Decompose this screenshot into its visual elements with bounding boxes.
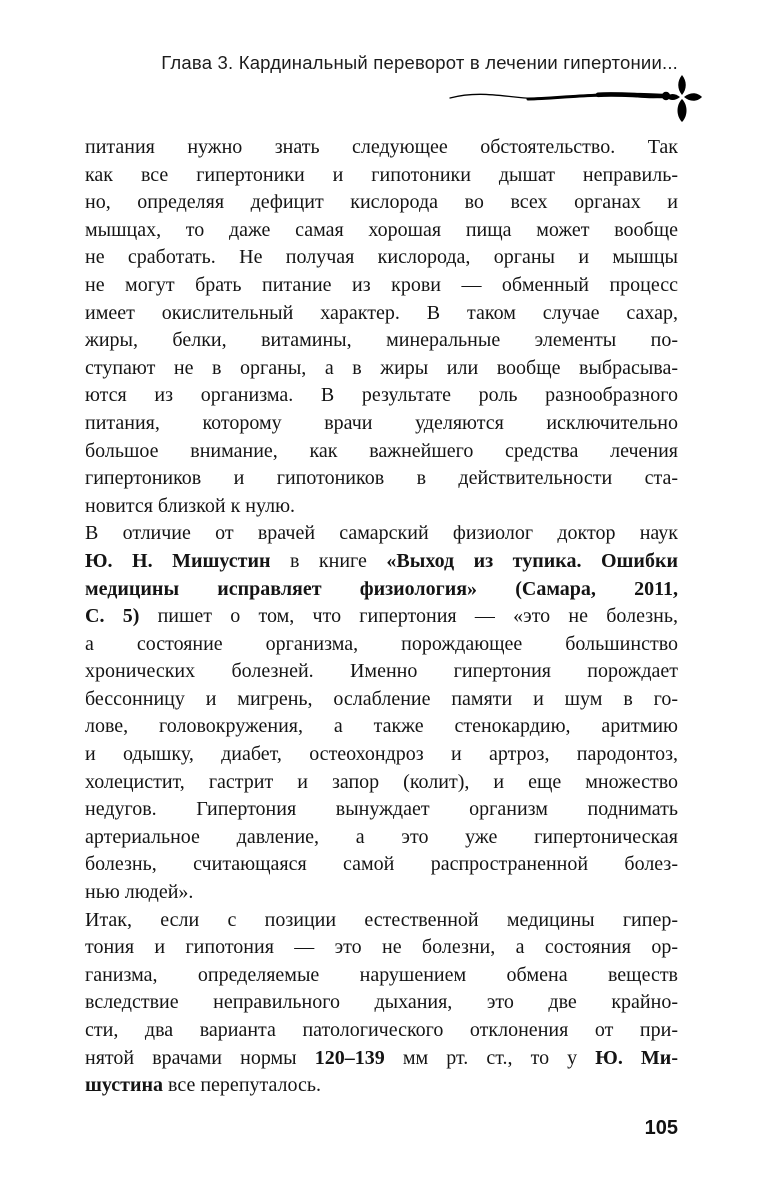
text-segment: ются из организма. В результате роль разнообразного: [85, 384, 678, 407]
text-line: [85, 300, 678, 328]
text-line: [85, 520, 678, 548]
text-segment: мм рт. ст., то у: [384, 1046, 596, 1069]
text-line: [85, 1017, 678, 1045]
text-line: [85, 217, 678, 245]
text-segment: пишет о том, что гипертония — «это не болезнь,: [139, 605, 678, 628]
text-segment: хронических болезней. Именно гипертония порождает: [85, 660, 678, 683]
text-line: [85, 493, 678, 521]
text-line: [85, 548, 678, 576]
text-segment: нью людей».: [85, 881, 194, 904]
text-line: [85, 382, 678, 410]
paragraph: [85, 134, 678, 520]
text-line: [85, 162, 678, 190]
bold-text-segment: Ю. Н. Мишустин: [85, 549, 271, 572]
text-line: [85, 769, 678, 797]
text-line: [85, 327, 678, 355]
text-segment: недугов. Гипертония вынуждает организм поднимать: [85, 798, 678, 821]
text-segment: жиры, белки, витамины, минеральные элементы по-: [85, 329, 678, 352]
text-segment: в книге: [270, 549, 387, 572]
text-line: [85, 244, 678, 272]
text-line: [85, 189, 678, 217]
text-segment: ганизма, определяемые нарушением обмена веществ: [85, 963, 678, 986]
text-line: [85, 576, 678, 604]
text-segment: имеет окислительный характер. В таком случае сахар,: [85, 301, 678, 324]
text-line: [85, 272, 678, 300]
text-segment: как все гипертоники и гипотоники дышат неправиль-: [85, 163, 678, 186]
text-line: [85, 410, 678, 438]
text-line: [85, 686, 678, 714]
text-line: [85, 1072, 678, 1100]
text-line: [85, 658, 678, 686]
text-line: [85, 824, 678, 852]
text-segment: холецистит, гастрит и запор (колит), и еще множество: [85, 770, 678, 793]
text-segment: гипертоников и гипотоников в действительности ста-: [85, 467, 678, 490]
text-line: [85, 879, 678, 907]
text-line: [85, 134, 678, 162]
body-text: [85, 134, 678, 1100]
bold-text-segment: медицины исправляет физиология» (Самара, 2011,: [85, 577, 678, 600]
text-segment: Итак, если с позиции естественной медицины гипер-: [85, 908, 678, 931]
text-segment: питания, которому врачи уделяются исключительно: [85, 411, 678, 434]
text-line: [85, 438, 678, 466]
text-line: [85, 713, 678, 741]
text-segment: не могут брать питание из крови — обменный процесс: [85, 273, 678, 296]
bold-text-segment: Ю. Ми-: [595, 1046, 678, 1069]
running-head-chapter-title: Глава 3. Кардинальный переворот в лечении гипертонии...: [161, 52, 678, 73]
text-segment: тония и гипотония — это не болезни, а состояния ор-: [85, 936, 678, 959]
text-line: [85, 631, 678, 659]
text-segment: большое внимание, как важнейшего средства лечения: [85, 439, 678, 462]
flourish-ornament-icon: [448, 72, 703, 134]
text-line: [85, 962, 678, 990]
text-segment: мышцах, то даже самая хорошая пища может вообще: [85, 218, 678, 241]
text-segment: нятой врачами нормы: [85, 1046, 315, 1069]
bold-text-segment: С. 5): [85, 605, 140, 628]
text-line: [85, 1045, 678, 1073]
text-segment: В отличие от врачей самарский физиолог доктор наук: [85, 522, 678, 545]
bold-text-segment: 120–139: [314, 1046, 385, 1069]
text-line: [85, 603, 678, 631]
text-line: [85, 851, 678, 879]
text-segment: а состояние организма, порождающее большинство: [85, 632, 678, 655]
text-segment: но, определяя дефицит кислорода во всех органах и: [85, 191, 678, 214]
text-line: [85, 907, 678, 935]
bold-text-segment: «Выход из тупика. Ошибки: [386, 549, 678, 572]
text-line: [85, 934, 678, 962]
text-line: [85, 989, 678, 1017]
text-segment: вследствие неправильного дыхания, это две крайно-: [85, 991, 678, 1014]
text-segment: питания нужно знать следующее обстоятельство. Так: [85, 136, 678, 158]
text-line: [85, 796, 678, 824]
text-segment: новится близкой к нулю.: [85, 494, 296, 517]
text-segment: и одышку, диабет, остеохондроз и артроз, пародонтоз,: [85, 743, 678, 766]
page-number: 105: [644, 1117, 678, 1139]
text-segment: лове, головокружения, а также стенокардию, аритмию: [85, 715, 678, 738]
text-segment: все перепуталось.: [163, 1074, 322, 1097]
text-segment: болезнь, считающаяся самой распространенной болез-: [85, 853, 678, 876]
bold-text-segment: шустина: [85, 1074, 164, 1097]
text-line: [85, 355, 678, 383]
text-segment: сти, два варианта патологического отклонения от при-: [85, 1019, 678, 1041]
paragraph: [85, 520, 678, 906]
text-segment: артериальное давление, а это уже гипертоническая: [85, 825, 678, 848]
text-line: [85, 465, 678, 493]
text-segment: ступают не в органы, а в жиры или вообще выбрасыва-: [85, 356, 678, 379]
text-segment: бессонницу и мигрень, ослабление памяти и шум в го-: [85, 687, 678, 710]
paragraph: [85, 907, 678, 1100]
text-segment: не сработать. Не получая кислорода, органы и мышцы: [85, 246, 678, 269]
text-line: [85, 741, 678, 769]
